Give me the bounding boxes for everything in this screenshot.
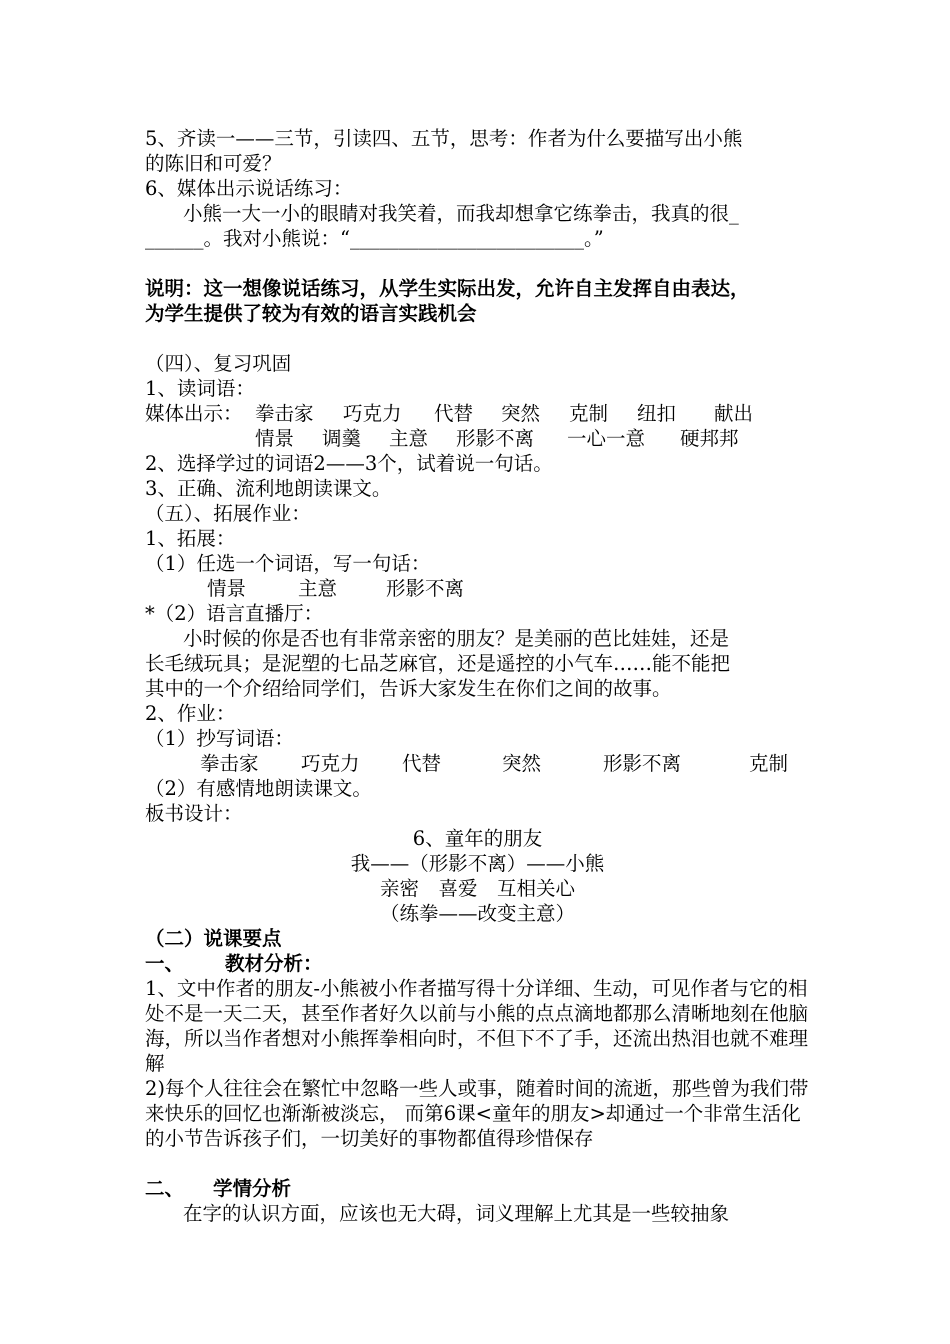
word: 情景: [207, 577, 247, 600]
word: 突然: [502, 752, 542, 775]
text-line: 小时候的你是否也有非常亲密的朋友？是美丽的芭比娃娃，还是: [183, 627, 730, 650]
row-label: 媒体出示：: [145, 402, 243, 425]
word: 克制: [569, 402, 609, 425]
text-line: *（2）语言直播厅：: [145, 602, 324, 625]
word: 形影不离: [456, 427, 535, 450]
word: 巧克力: [343, 402, 402, 425]
text-line: 板书设计：: [145, 802, 243, 825]
text-line: 2、作业：: [145, 702, 236, 725]
text-line: （1）任选一个词语，写一句话：: [145, 552, 431, 575]
word: 纽扣: [637, 402, 677, 425]
text-line: 长毛绒玩具；是泥塑的七品芝麻官，还是遥控的小气车……能不能把: [145, 652, 731, 675]
paragraph: 1、文中作者的朋友-小熊被小作者描写得十分详细、生动，可见作者与它的相处不是一天二天，甚至作者好久以前与小熊的点点滴地都那么清晰地刻在他脑海，所以当作者想对小熊挥拳相向时，不但下不了手，还流出热泪也就不难理解: [145, 977, 809, 1075]
word: 克制: [749, 752, 789, 775]
board-line: 我——（形影不离）——小熊: [350, 852, 605, 875]
word: 代替: [434, 402, 474, 425]
text-line: 3、正确、流利地朗读课文。: [145, 477, 392, 500]
text-line: 其中的一个介绍给同学们，告诉大家发生在你们之间的故事。: [145, 677, 672, 700]
word: 主意: [298, 577, 338, 600]
word: 一心一意: [567, 427, 646, 450]
text-line: 2、选择学过的词语2——3个，试着说一句话。: [145, 452, 553, 475]
text-line: ______。我对小熊说：“________________________。”: [145, 227, 604, 250]
word: 硬邦邦: [680, 427, 739, 450]
word: 突然: [501, 402, 541, 425]
word: 形影不离: [386, 577, 465, 600]
heading-text: 教材分析：: [225, 952, 323, 975]
word: 巧克力: [301, 752, 360, 775]
word: 主意: [389, 427, 429, 450]
word: 拳击家: [255, 402, 314, 425]
text-line: 在字的认识方面，应该也无大碍，词义理解上尤其是一些较抽象: [183, 1202, 730, 1225]
word: 形影不离: [603, 752, 682, 775]
word: 代替: [402, 752, 442, 775]
word-row: [145, 426, 810, 451]
word: 拳击家: [200, 752, 259, 775]
heading-text: 学情分析: [213, 1177, 292, 1200]
document-page: [145, 126, 810, 1226]
word-row: [145, 401, 810, 426]
text-line: （1）抄写词语：: [145, 727, 294, 750]
word-row: [145, 576, 810, 601]
text-line: （2）有感情地朗读课文。: [145, 777, 372, 800]
board-line: （练拳——改变主意）: [379, 902, 575, 925]
bold-note: 为学生提供了较为有效的语言实践机会: [145, 302, 477, 325]
word-row: [145, 751, 810, 776]
section-heading: [145, 951, 810, 976]
section-heading: [145, 1176, 810, 1201]
section-heading: （四）、复习巩固: [145, 352, 292, 375]
section-heading: （二）说课要点: [145, 927, 282, 950]
paragraph: 2)每个人往往会在繁忙中忽略一些人或事，随着时间的流逝，那些曾为我们带来快乐的回忆也渐渐被淡忘， 而第6课<童年的朋友>却通过一个非常生活化的小节告诉孩子们，一切美好的事物都值得珍惜保存: [145, 1077, 809, 1150]
heading-number: 一、: [145, 952, 185, 975]
text-line: 1、拓展：: [145, 527, 236, 550]
word: 调羹: [322, 427, 362, 450]
text-line: 5、齐读一——三节，引读四、五节，思考：作者为什么要描写出小熊: [145, 127, 743, 150]
word: 情景: [255, 427, 295, 450]
text-line: 小熊一大一小的眼睛对我笑着，而我却想拿它练拳击，我真的很_: [183, 202, 739, 225]
heading-number: 二、: [145, 1177, 185, 1200]
text-line: 的陈旧和可爱？: [145, 152, 282, 175]
word: 献出: [714, 402, 754, 425]
bold-note: 说明：这一想像说话练习，从学生实际出发，允许自主发挥自由表达，: [145, 277, 750, 300]
section-heading: （五）、拓展作业：: [145, 502, 311, 525]
text-line: 6、媒体出示说话练习：: [145, 177, 353, 200]
text-line: 1、读词语：: [145, 377, 255, 400]
board-line: 亲密 喜爱 互相关心: [379, 877, 575, 900]
board-title: 6、童年的朋友: [412, 827, 543, 850]
